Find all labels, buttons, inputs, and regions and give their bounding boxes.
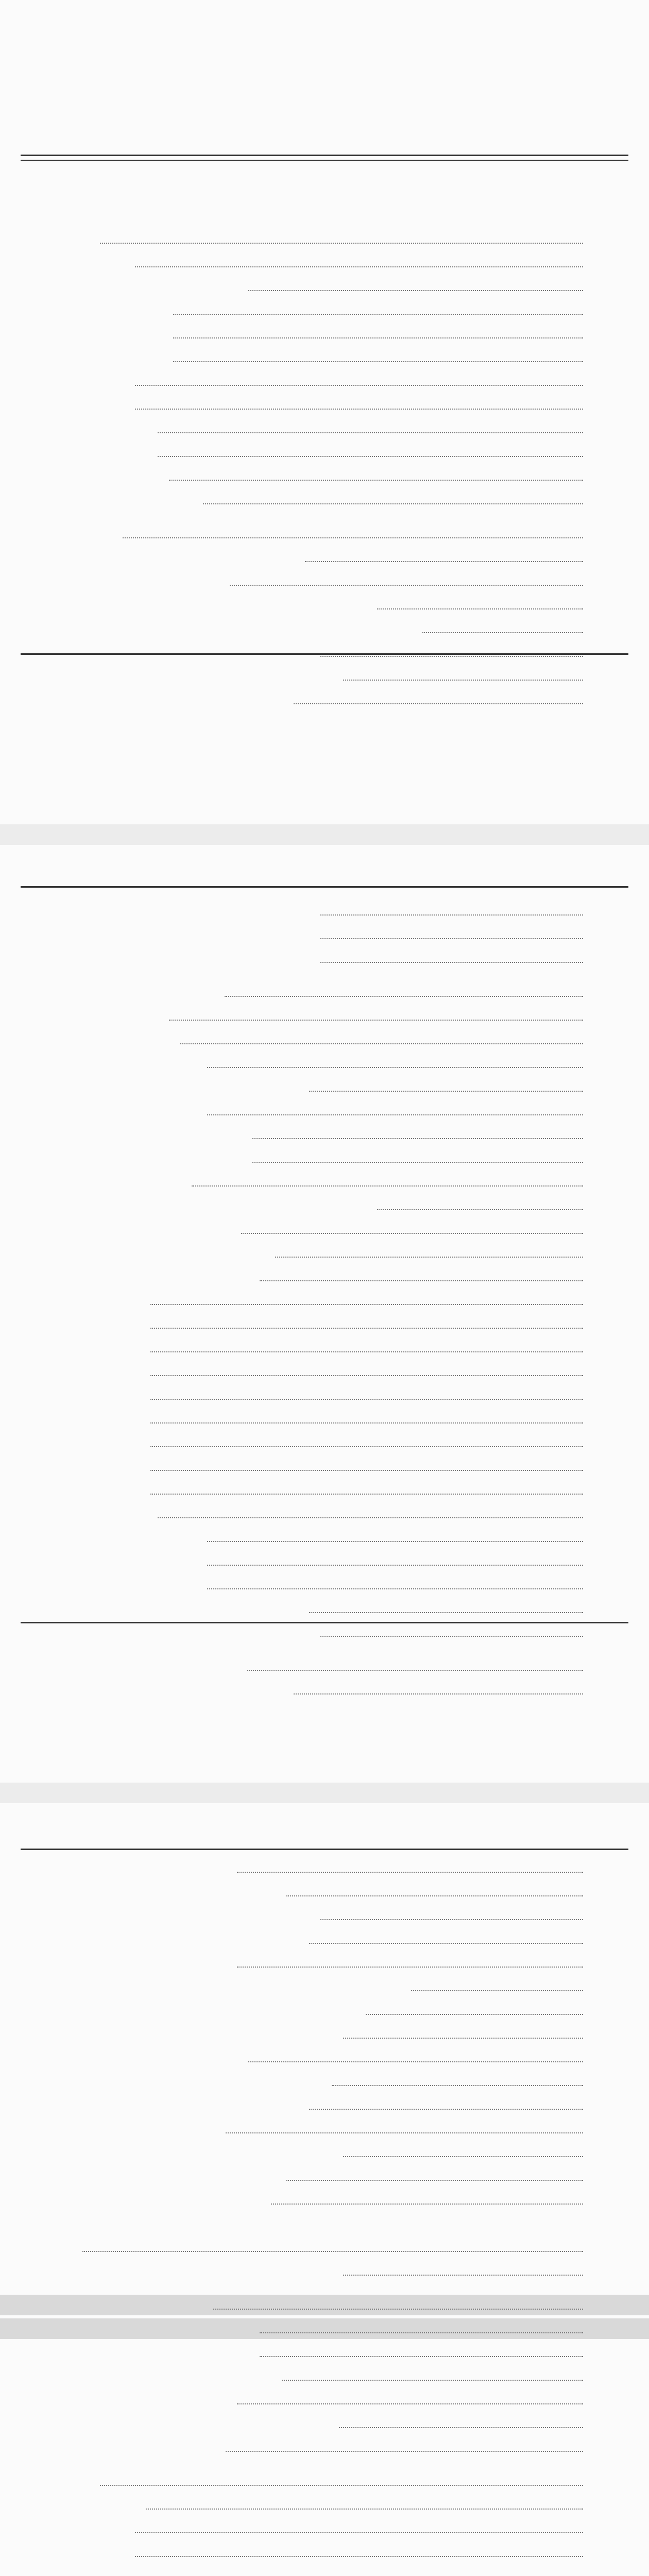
toc-row (0, 1409, 649, 1429)
toc-row (0, 2542, 649, 2563)
toc-row (0, 2495, 649, 2515)
toc-leader-dots (260, 2332, 583, 2333)
toc-row (0, 1361, 649, 1382)
toc-row (0, 1551, 649, 1571)
toc-leader-dots (169, 480, 583, 481)
toc-leader-dots (150, 1422, 583, 1423)
toc-leader-dots (173, 361, 583, 362)
toc-leader-dots (248, 2061, 583, 2062)
toc-leader-dots (207, 1067, 583, 1068)
toc-row (0, 1503, 649, 1524)
toc-leader-dots (150, 1304, 583, 1305)
toc-row (0, 1385, 649, 1405)
toc-leader-dots (252, 1138, 583, 1139)
toc-row (0, 1929, 649, 1950)
toc-leader-dots (150, 1399, 583, 1400)
toc-row (0, 2437, 649, 2458)
toc-leader-dots (252, 1162, 583, 1163)
toc-leader-dots (203, 503, 583, 504)
toc-row (0, 1148, 649, 1168)
toc-leader-dots (320, 914, 583, 916)
toc-leader-dots (225, 996, 583, 997)
toc-leader-dots (286, 1895, 583, 1896)
toc-leader-dots (260, 1280, 583, 1281)
toc-leader-dots (237, 1967, 583, 1968)
toc-row (0, 901, 649, 921)
toc-leader-dots (150, 1446, 583, 1447)
toc-row (0, 2261, 649, 2281)
toc-row (0, 2295, 649, 2315)
toc-row (0, 2166, 649, 2187)
toc-row (0, 982, 649, 1003)
toc-leader-dots (366, 2014, 583, 2015)
toc-leader-dots (180, 1043, 583, 1044)
toc-leader-dots (275, 1257, 583, 1258)
top-rule (21, 1849, 628, 1850)
toc-row (0, 347, 649, 368)
toc-leader-dots (82, 2251, 583, 2252)
toc-row (0, 324, 649, 344)
toc-row (0, 1598, 649, 1619)
toc-leader-dots (309, 1612, 583, 1613)
top-rule (21, 155, 628, 156)
toc-leader-dots (207, 1588, 583, 1589)
toc-row (0, 1882, 649, 1902)
toc-leader-dots (309, 2109, 583, 2110)
toc-row (0, 1480, 649, 1500)
toc-row (0, 2471, 649, 2492)
toc-row (0, 371, 649, 392)
toc-row (0, 252, 649, 273)
toc-leader-dots (173, 314, 583, 315)
toc-row (0, 618, 649, 639)
toc-page-2 (0, 845, 649, 1783)
toc-leader-dots (320, 656, 583, 657)
toc-leader-dots (339, 2427, 583, 2428)
toc-row (0, 666, 649, 686)
toc-leader-dots (123, 537, 583, 538)
toc-leader-dots (343, 2275, 583, 2276)
toc-row (0, 2566, 649, 2576)
toc-row (0, 1337, 649, 1358)
toc-leader-dots (343, 680, 583, 681)
toc-leader-dots (237, 1872, 583, 1873)
toc-leader-dots (343, 2156, 583, 2157)
toc-leader-dots (150, 1375, 583, 1376)
toc-row (0, 1053, 649, 1074)
toc-row (0, 1029, 649, 1050)
toc-leader-dots (135, 2556, 583, 2557)
toc-row (0, 1243, 649, 1263)
toc-row (0, 924, 649, 945)
toc-row (0, 2047, 649, 2068)
toc-leader-dots (192, 1185, 583, 1187)
toc-row (0, 2518, 649, 2539)
bottom-rule (21, 653, 628, 655)
toc-leader-dots (248, 290, 583, 291)
toc-row (0, 466, 649, 486)
toc-row (0, 418, 649, 439)
toc-row (0, 1432, 649, 1453)
bottom-rule (21, 1622, 628, 1623)
toc-leader-dots (332, 2085, 583, 2086)
toc-row (0, 1006, 649, 1026)
toc-leader-dots (226, 2132, 583, 2133)
toc-leader-dots (158, 432, 583, 433)
toc-leader-dots (343, 2038, 583, 2039)
toc-leader-dots (320, 962, 583, 963)
toc-row (0, 2142, 649, 2163)
toc-row (0, 442, 649, 463)
toc-leader-dots (286, 2180, 583, 2181)
top-rule (21, 886, 628, 888)
toc-row (0, 1314, 649, 1334)
toc-row (0, 1124, 649, 1145)
toc-row (0, 689, 649, 710)
toc-row (0, 1953, 649, 1973)
toc-leader-dots (150, 1351, 583, 1352)
toc-leader-dots (207, 1541, 583, 1542)
toc-row (0, 547, 649, 568)
toc-row (0, 523, 649, 544)
toc-row (0, 1100, 649, 1121)
toc-row (0, 2318, 649, 2339)
toc-row (0, 642, 649, 663)
toc-row (0, 1172, 649, 1192)
toc-row (0, 1266, 649, 1287)
toc-page-1 (0, 0, 649, 824)
toc-leader-dots (241, 1233, 583, 1234)
toc-row (0, 2119, 649, 2139)
toc-row (0, 1656, 649, 1676)
toc-leader-dots (100, 2485, 583, 2486)
toc-leader-dots (422, 632, 583, 633)
toc-leader-dots (207, 1114, 583, 1115)
toc-leader-dots (320, 1919, 583, 1920)
toc-leader-dots (247, 1670, 583, 1671)
toc-row (0, 1858, 649, 1878)
toc-leader-dots (150, 1470, 583, 1471)
toc-leader-dots (173, 337, 583, 338)
toc-row (0, 1574, 649, 1595)
toc-leader-dots (294, 1693, 583, 1694)
toc-row (0, 1622, 649, 1642)
toc-leader-dots (135, 266, 583, 267)
toc-row (0, 1527, 649, 1548)
toc-row (0, 1680, 649, 1700)
toc-leader-dots (100, 243, 583, 244)
toc-leader-dots (158, 456, 583, 457)
toc-row (0, 276, 649, 297)
toc-row (0, 300, 649, 320)
toc-leader-dots (135, 385, 583, 386)
toc-row (0, 2389, 649, 2410)
toc-page-3 (0, 1803, 649, 2576)
toc-row (0, 1195, 649, 1216)
toc-leader-dots (135, 2532, 583, 2533)
toc-leader-dots (158, 1517, 583, 1518)
toc-row (0, 2190, 649, 2210)
toc-row (0, 2413, 649, 2434)
toc-row (0, 195, 649, 215)
toc-row (0, 2213, 649, 2234)
toc-row (0, 2095, 649, 2115)
toc-leader-dots (230, 585, 583, 586)
toc-row (0, 2237, 649, 2258)
toc-leader-dots (207, 1565, 583, 1566)
toc-leader-dots (320, 938, 583, 939)
toc-row (0, 1077, 649, 1097)
toc-leader-dots (150, 1494, 583, 1495)
toc-row (0, 2071, 649, 2092)
toc-leader-dots (282, 2380, 583, 2381)
toc-leader-dots (169, 1020, 583, 1021)
toc-leader-dots (146, 2509, 583, 2510)
toc-leader-dots (271, 2204, 583, 2205)
toc-leader-dots (320, 1636, 583, 1637)
toc-row (0, 1290, 649, 1311)
toc-row (0, 595, 649, 615)
toc-row (0, 1976, 649, 1997)
toc-leader-dots (377, 1209, 583, 1210)
toc-leader-dots (226, 2451, 583, 2452)
toc-row (0, 1456, 649, 1477)
toc-row (0, 2342, 649, 2363)
toc-leader-dots (237, 2403, 583, 2404)
toc-row (0, 571, 649, 591)
toc-row (0, 229, 649, 249)
top-rule-inner (21, 160, 628, 161)
toc-leader-dots (260, 2356, 583, 2357)
toc-leader-dots (150, 1328, 583, 1329)
toc-leader-dots (213, 2309, 583, 2310)
toc-leader-dots (135, 409, 583, 410)
toc-row (0, 489, 649, 510)
toc-leader-dots (309, 1091, 583, 1092)
toc-row (0, 1219, 649, 1240)
toc-row (0, 171, 649, 192)
toc-row (0, 2024, 649, 2044)
toc-row (0, 2000, 649, 2021)
toc-row (0, 948, 649, 969)
toc-leader-dots (377, 608, 583, 609)
toc-leader-dots (411, 1990, 583, 1991)
toc-leader-dots (309, 1943, 583, 1944)
toc-leader-dots (305, 561, 583, 562)
toc-row (0, 395, 649, 415)
toc-row (0, 2366, 649, 2386)
toc-row (0, 1905, 649, 1926)
toc-leader-dots (294, 703, 583, 704)
